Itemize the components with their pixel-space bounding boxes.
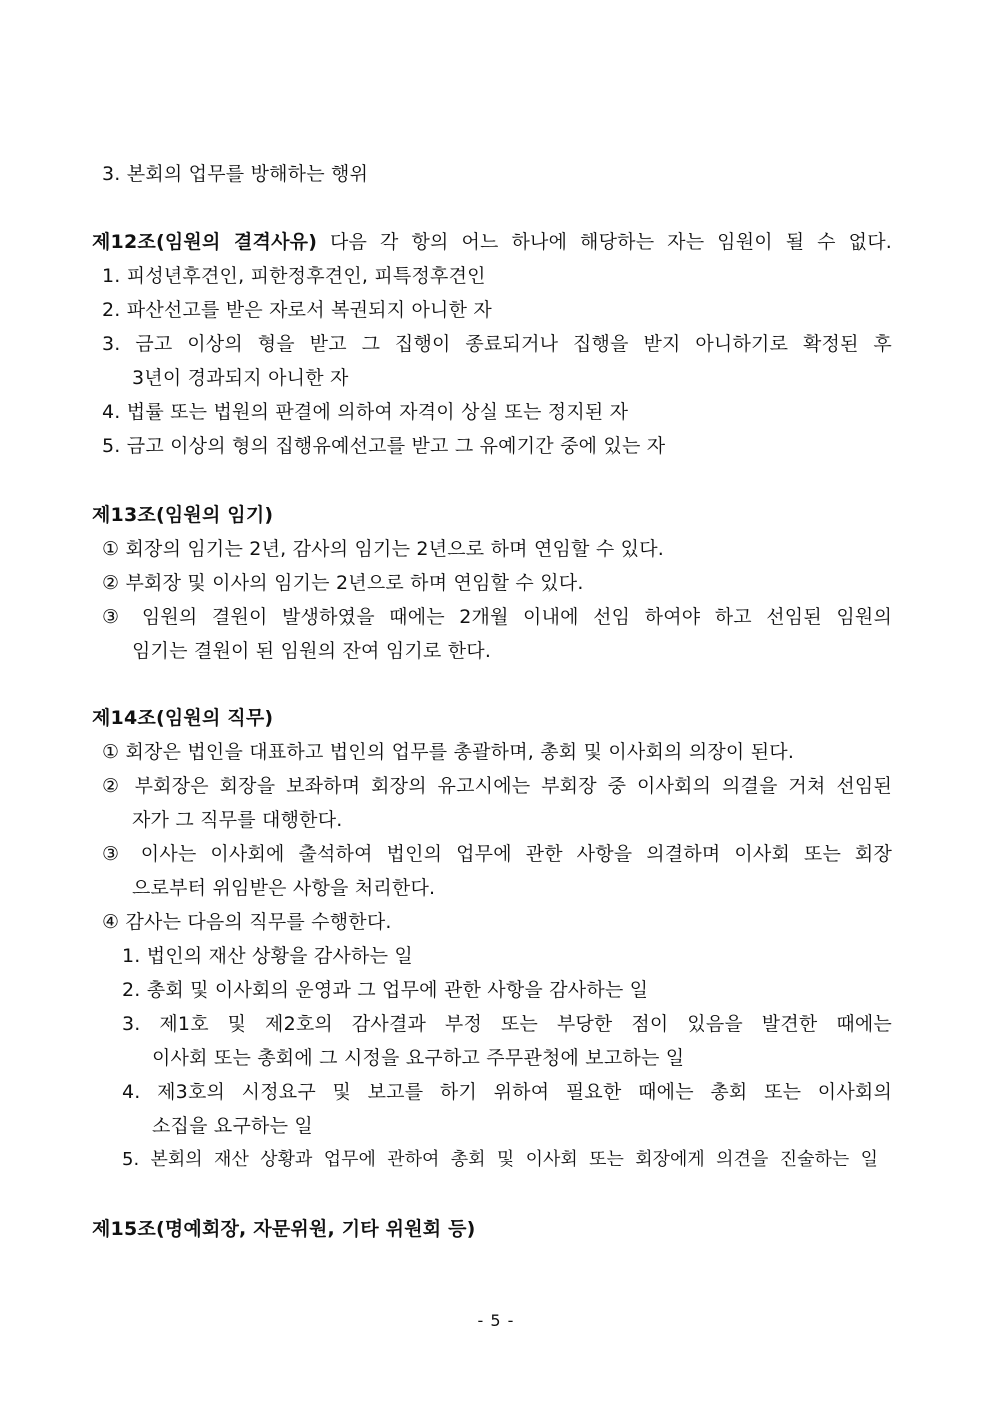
list-item: 1. 피성년후견인, 피한정후견인, 피특정후견인 (102, 265, 486, 287)
list-item: ③ 이사는 이사회에 출석하여 법인의 업무에 관한 사항을 의결하며 이사회 또는 회장 (102, 843, 892, 865)
article-12-title: 제12조(임원의 결격사유) (92, 231, 318, 253)
article-13-title: 제13조(임원의 임기) (92, 504, 274, 526)
list-item: 2. 파산선고를 받은 자로서 복권되지 아니한 자 (102, 299, 492, 321)
list-item: 4. 법률 또는 법원의 판결에 의하여 자격이 상실 또는 정지된 자 (102, 401, 629, 423)
article-15-title: 제15조(명예회장, 자문위원, 기타 위원회 등) (92, 1218, 476, 1240)
list-item: ④ 감사는 다음의 직무를 수행한다. (102, 911, 392, 933)
sub-list-item-continuation: 소집을 요구하는 일 (152, 1115, 313, 1137)
sub-list-item: 4. 제3호의 시정요구 및 보고를 하기 위하여 필요한 때에는 총회 또는 이사회의 (122, 1081, 892, 1103)
sub-list-item: 5. 본회의 재산 상황과 업무에 관하여 총회 및 이사회 또는 회장에게 의견을 진술하는 일 (122, 1149, 878, 1170)
list-item: ③ 임원의 결원이 발생하였을 때에는 2개월 이내에 선임 하여야 하고 선임된 임원의 (102, 606, 892, 628)
article-14-title: 제14조(임원의 직무) (92, 707, 274, 729)
list-item-continuation: 3년이 경과되지 아니한 자 (132, 367, 349, 389)
sub-list-item-continuation: 이사회 또는 총회에 그 시정을 요구하고 주무관청에 보고하는 일 (152, 1047, 685, 1069)
list-item-continuation: 자가 그 직무를 대행한다. (132, 809, 343, 831)
list-item: ② 부회장은 회장을 보좌하며 회장의 유고시에는 부회장 중 이사회의 의결을 거쳐 선임된 (102, 775, 892, 797)
sub-list-item: 3. 제1호 및 제2호의 감사결과 부정 또는 부당한 점이 있음을 발견한 때에는 (122, 1013, 892, 1035)
list-item: 5. 금고 이상의 형의 집행유예선고를 받고 그 유예기간 중에 있는 자 (102, 435, 666, 457)
sub-list-item: 1. 법인의 재산 상황을 감사하는 일 (122, 945, 413, 967)
list-item: ① 회장의 임기는 2년, 감사의 임기는 2년으로 하며 연임할 수 있다. (102, 538, 664, 560)
article-12-text: 다음 각 항의 어느 하나에 해당하는 자는 임원이 될 수 없다. (317, 231, 892, 253)
article-12-heading-line (92, 229, 892, 255)
list-item: ① 회장은 법인을 대표하고 법인의 업무를 총괄하며, 총회 및 이사회의 의장이 된다. (102, 741, 795, 763)
list-item-continuation: 임기는 결원이 된 임원의 잔여 임기로 한다. (132, 640, 492, 662)
sub-list-item: 2. 총회 및 이사회의 운영과 그 업무에 관한 사항을 감사하는 일 (122, 979, 649, 1001)
list-item: 3. 본회의 업무를 방해하는 행위 (102, 163, 369, 185)
page-number: - 5 - (477, 1311, 515, 1330)
list-item-continuation: 으로부터 위임받은 사항을 처리한다. (132, 877, 436, 899)
list-item: ② 부회장 및 이사의 임기는 2년으로 하며 연임할 수 있다. (102, 572, 584, 594)
list-item: 3. 금고 이상의 형을 받고 그 집행이 종료되거나 집행을 받지 아니하기로 확정된 후 (102, 333, 892, 355)
